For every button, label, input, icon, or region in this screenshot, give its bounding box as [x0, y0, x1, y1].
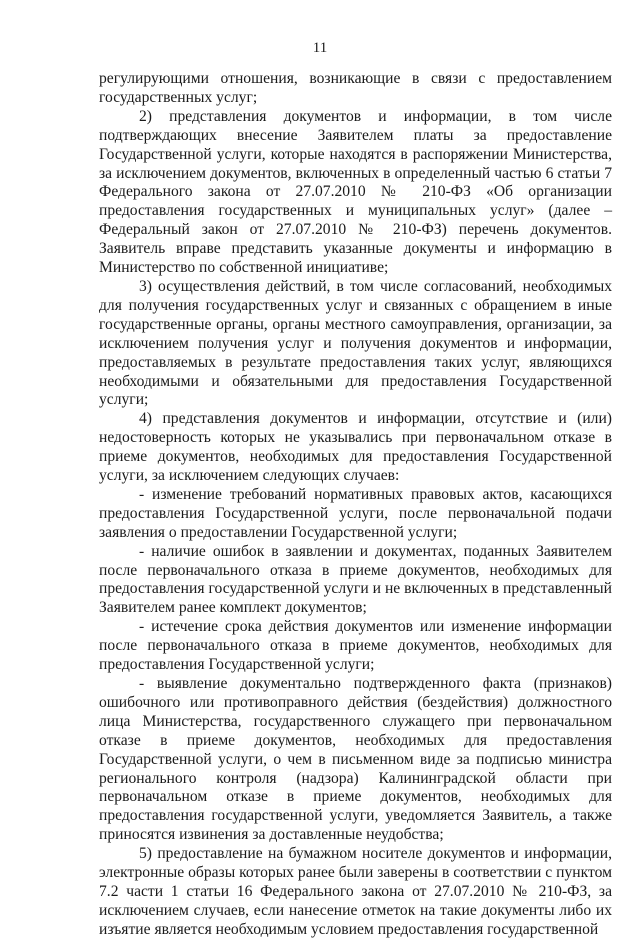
bullet-errors-in-application: - наличие ошибок в заявлении и документах, поданных Заявителем после первоначального отказа в приеме документов, необходимых для предоставления государственной услуги и не включенных в представленный Заявителем ранее комплект документов; — [99, 542, 612, 617]
document-body — [99, 70, 612, 940]
paragraph-continuation: регулирующими отношения, возникающие в связи с предоставлением государственных услуг; — [99, 70, 612, 106]
paragraph-item-3: 3) осуществления действий, в том числе согласований, необходимых для получения государственных услуг и связанных с обращением в иные государственные органы, органы местного самоуправления, организации, за исключением получения услуг и получения документов и информации, предоставляемых в результате предоставления таких услуг, являющихся необходимыми и обязательными для предоставления Государственной услуги; — [99, 277, 612, 409]
paragraph-item-4: 4) представления документов и информации, отсутствие и (или) недостоверность которых не указывались при первоначальном отказе в приеме документов, необходимых для предоставления Государственной услуги, за исключением следующих случаев: — [99, 410, 612, 485]
page-number: 11 — [312, 40, 328, 56]
bullet-misconduct-detected: - выявление документально подтвержденного факта (признаков) ошибочного или противоправного действия (бездействия) должностного лица Министерства, государственного служащего при первоначальном отказе в приеме документов, необходимых для предоставления Государственной услуги, о чем в письменном виде за подписью министра регионального контроля (надзора) Калининградской области при первоначальном отказе в приеме документов, необходимых для предоставления государственной услуги, уведомляется Заявитель, а также приносятся извинения за доставленные неудобства; — [99, 675, 612, 844]
paragraph-item-5: 5) предоставление на бумажном носителе документов и информации, электронные образы которых ранее были заверены в соответствии с пунктом 7.2 части 1 статьи 16 Федерального закона от 27.07.2010 № 210-ФЗ, за исключением случаев, если нанесение отметок на такие документы либо их изъятие является необходимым условием предоставления государственной — [99, 845, 612, 938]
bullet-requirements-change: - изменение требований нормативных правовых актов, касающихся предоставления Государственной услуги, после первоначальной подачи заявления о предоставлении Государственной услуги; — [99, 485, 612, 541]
paragraph-item-2: 2) представления документов и информации, в том числе подтверждающих внесение Заявителем платы за предоставление Государственной услуги, которые находятся в распоряжении Министерства, за исключением документов, включенных в определенный частью 6 статьи 7 Федерального закона от 27.07.2010 № 210-ФЗ «Об организации предоставления государственных и муниципальных услуг» (далее – Федеральный закон от 27.07.2010 № 210-ФЗ) перечень документов. Заявитель вправе представить указанные документы и информацию в Министерство по собственной инициативе; — [99, 107, 612, 277]
bullet-document-expiry: - истечение срока действия документов или изменение информации после первоначального отказа в приеме документов, необходимых для предоставления Государственной услуги; — [99, 618, 612, 674]
